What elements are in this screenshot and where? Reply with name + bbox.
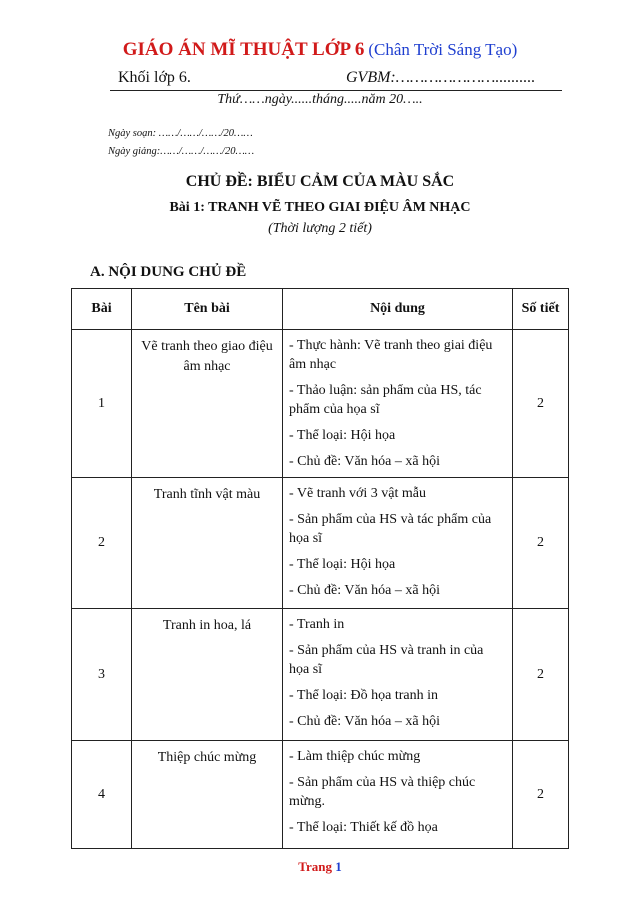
lesson-heading: Bài 1: TRANH VẼ THEO GIAI ĐIỆU ÂM NHẠC	[169, 200, 471, 215]
content-item: - Thể loại: Thiết kế đồ họa	[289, 820, 438, 835]
content-item: - Sản phẩm của HS và tác phẩm của họa sĩ	[289, 512, 492, 546]
content-item: - Tranh in	[289, 617, 345, 632]
table-row	[72, 609, 569, 741]
header-lesson-name: Tên bài	[132, 289, 283, 330]
lesson-content	[283, 478, 513, 609]
topic-name: BIỂU CẢM CỦA MÀU SẮC	[256, 173, 455, 190]
lesson-name: Tranh in hoa, lá	[132, 609, 283, 741]
content-item: - Làm thiệp chúc mừng	[289, 749, 421, 764]
table-row	[72, 478, 569, 609]
content-item: - Vẽ tranh với 3 vật mẫu	[289, 486, 426, 501]
table-row	[72, 741, 569, 849]
page-label: Trang	[298, 859, 332, 874]
lesson-periods: 2	[513, 478, 569, 609]
lesson-content	[283, 330, 513, 478]
content-item: - Thực hành: Vẽ tranh theo giai điệu âm nhạc	[289, 338, 493, 372]
lesson-content	[283, 741, 513, 849]
teacher-label: GVBM:…………………..........	[346, 69, 536, 86]
content-item: - Thể loại: Hội họa	[289, 557, 396, 572]
content-item: - Sản phẩm của HS và thiệp chúc mừng.	[289, 775, 476, 809]
lesson-periods: 2	[513, 330, 569, 478]
lesson-number: 2	[72, 478, 132, 609]
lesson-duration: (Thời lượng 2 tiết)	[268, 221, 372, 236]
grade-label: Khối lớp 6.	[118, 69, 191, 86]
lesson-content	[283, 609, 513, 741]
content-item: - Thể loại: Đồ họa tranh in	[289, 688, 439, 703]
table-header-row	[72, 289, 569, 330]
title-series: (Chân Trời Sáng Tạo)	[368, 40, 518, 59]
lesson-name: Vẽ tranh theo giao điệu âm nhạc	[132, 330, 283, 478]
taught-date: Ngày giảng:……/……/……/20……	[108, 146, 255, 157]
page-footer	[0, 859, 640, 875]
lesson-name: Thiệp chúc mừng	[132, 741, 283, 849]
content-table	[71, 288, 569, 849]
content-item: - Thảo luận: sản phẩm của HS, tác phẩm của họa sĩ	[289, 383, 482, 417]
lesson-periods: 2	[513, 741, 569, 849]
document-title	[0, 38, 640, 62]
content-item: - Sản phẩm của HS và tranh in của họa sĩ	[289, 643, 484, 677]
title-main: GIÁO ÁN MĨ THUẬT LỚP 6	[122, 39, 365, 60]
lesson-number: 3	[72, 609, 132, 741]
content-item: - Chủ đề: Văn hóa – xã hội	[289, 714, 440, 729]
content-item: - Thể loại: Hội họa	[289, 428, 396, 443]
lesson-number: 1	[72, 330, 132, 478]
section-heading: A. NỘI DUNG CHỦ ĐỀ	[90, 264, 247, 280]
header-periods: Số tiết	[513, 289, 569, 330]
header-content: Nội dung	[283, 289, 513, 330]
content-item: - Chủ đề: Văn hóa – xã hội	[289, 583, 440, 598]
lesson-name: Tranh tĩnh vật màu	[132, 478, 283, 609]
header-lesson-number: Bài	[72, 289, 132, 330]
topic-prefix: CHỦ ĐỀ:	[185, 173, 257, 190]
topic-heading	[0, 171, 640, 193]
page-number: 1	[335, 859, 342, 874]
lesson-periods: 2	[513, 609, 569, 741]
lesson-number: 4	[72, 741, 132, 849]
date-line: Thứ……ngày......tháng.....năm 20…..	[217, 92, 423, 107]
table-row	[72, 330, 569, 478]
content-item: - Chủ đề: Văn hóa – xã hội	[289, 454, 440, 469]
prepared-date: Ngày soạn: ……/……/……/20……	[108, 128, 253, 139]
